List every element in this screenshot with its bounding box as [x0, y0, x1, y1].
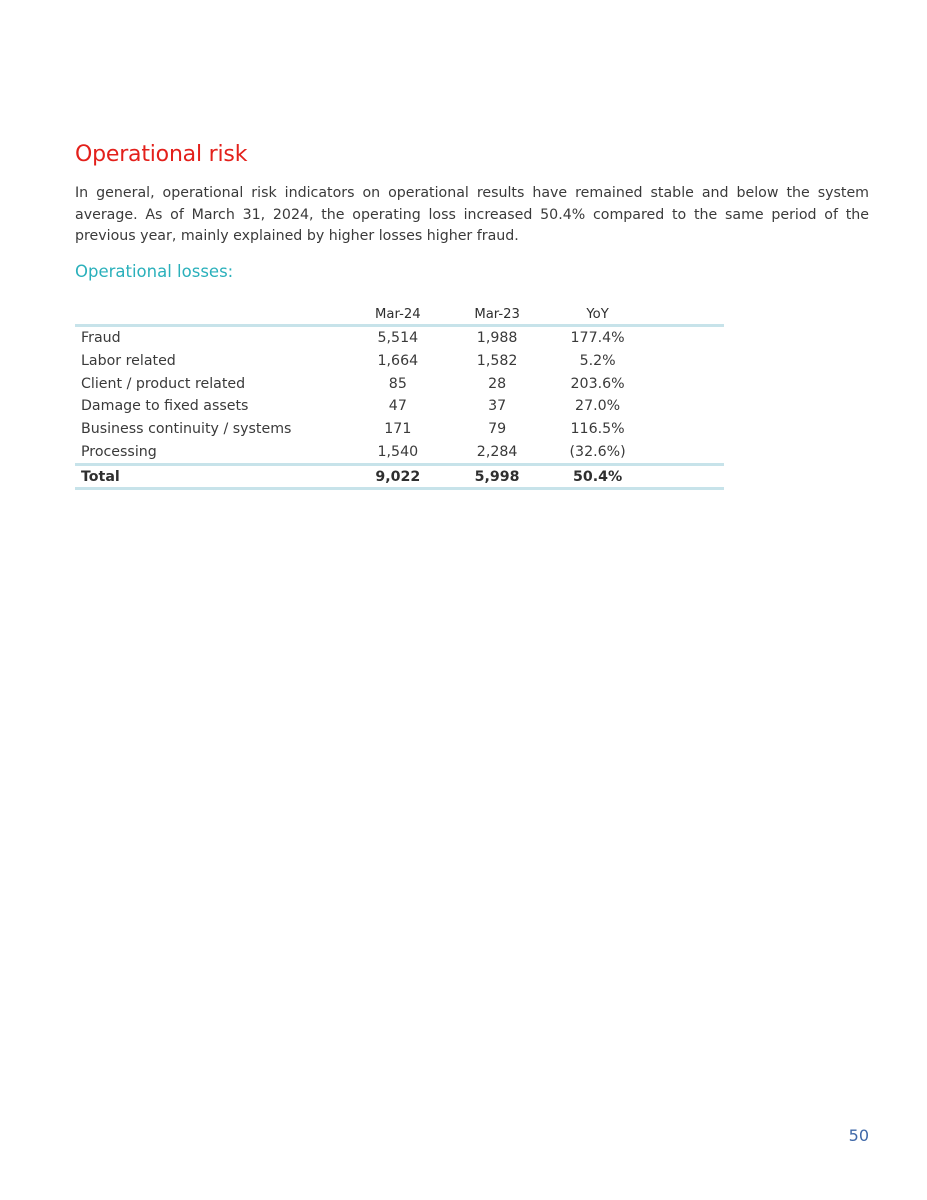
table-row	[75, 395, 724, 418]
table-row	[75, 440, 724, 464]
row-yoy: 27.0%	[575, 398, 621, 415]
row-mar-24: 1,540	[377, 443, 419, 460]
table-header-row	[75, 304, 724, 326]
total-label: Total	[75, 465, 348, 489]
row-yoy: 177.4%	[570, 330, 625, 347]
row-mar-24: 47	[388, 398, 407, 415]
row-yoy: (32.6%)	[569, 443, 626, 460]
table-total-row	[75, 465, 724, 489]
row-pad	[648, 350, 724, 373]
row-yoy: 203.6%	[570, 375, 625, 392]
row-pad	[648, 326, 724, 350]
row-mar-23: 2,284	[476, 443, 518, 460]
header-pad-cell	[648, 304, 724, 326]
row-pad	[648, 395, 724, 418]
row-pad	[648, 372, 724, 395]
header-label-cell	[75, 304, 348, 326]
header-yoy: YoY	[547, 304, 649, 326]
operational-losses-table-container	[75, 304, 724, 490]
total-yoy: 50.4%	[547, 465, 649, 489]
total-mar-23: 5,998	[447, 465, 546, 489]
page-number: 50	[848, 1126, 869, 1145]
header-mar-24: Mar-24	[348, 304, 447, 326]
row-mar-24: 5,514	[377, 330, 419, 347]
row-label: Labor related	[81, 353, 176, 370]
row-label: Damage to fixed assets	[81, 398, 249, 415]
row-mar-23: 1,582	[476, 353, 518, 370]
row-pad	[648, 440, 724, 464]
row-mar-23: 1,988	[476, 330, 518, 347]
table-row	[75, 372, 724, 395]
row-mar-24: 171	[384, 421, 412, 438]
row-yoy: 5.2%	[579, 353, 616, 370]
row-label: Business continuity / systems	[81, 421, 292, 438]
intro-paragraph: In general, operational risk indicators on operational results have remained stable and below the system average. As of March 31, 2024, the operating loss increased 50.4% compared to the same period of the previous year, mainly explained by higher losses higher fraud.	[75, 185, 869, 244]
row-mar-23: 79	[488, 421, 507, 438]
total-mar-24: 9,022	[348, 465, 447, 489]
row-label: Client / product related	[81, 375, 246, 392]
row-label: Fraud	[81, 330, 121, 347]
row-label: Processing	[81, 443, 157, 460]
row-pad	[648, 418, 724, 441]
table-row	[75, 350, 724, 373]
row-mar-23: 28	[488, 375, 507, 392]
section-title: Operational losses:	[75, 262, 234, 281]
operational-losses-table	[75, 304, 724, 490]
row-mar-24: 1,664	[377, 353, 419, 370]
row-mar-24: 85	[388, 375, 407, 392]
page-title: Operational risk	[75, 142, 248, 167]
row-mar-23: 37	[488, 398, 507, 415]
header-mar-23: Mar-23	[447, 304, 546, 326]
total-pad	[648, 465, 724, 489]
table-row	[75, 418, 724, 441]
row-yoy: 116.5%	[570, 421, 625, 438]
table-row	[75, 326, 724, 350]
